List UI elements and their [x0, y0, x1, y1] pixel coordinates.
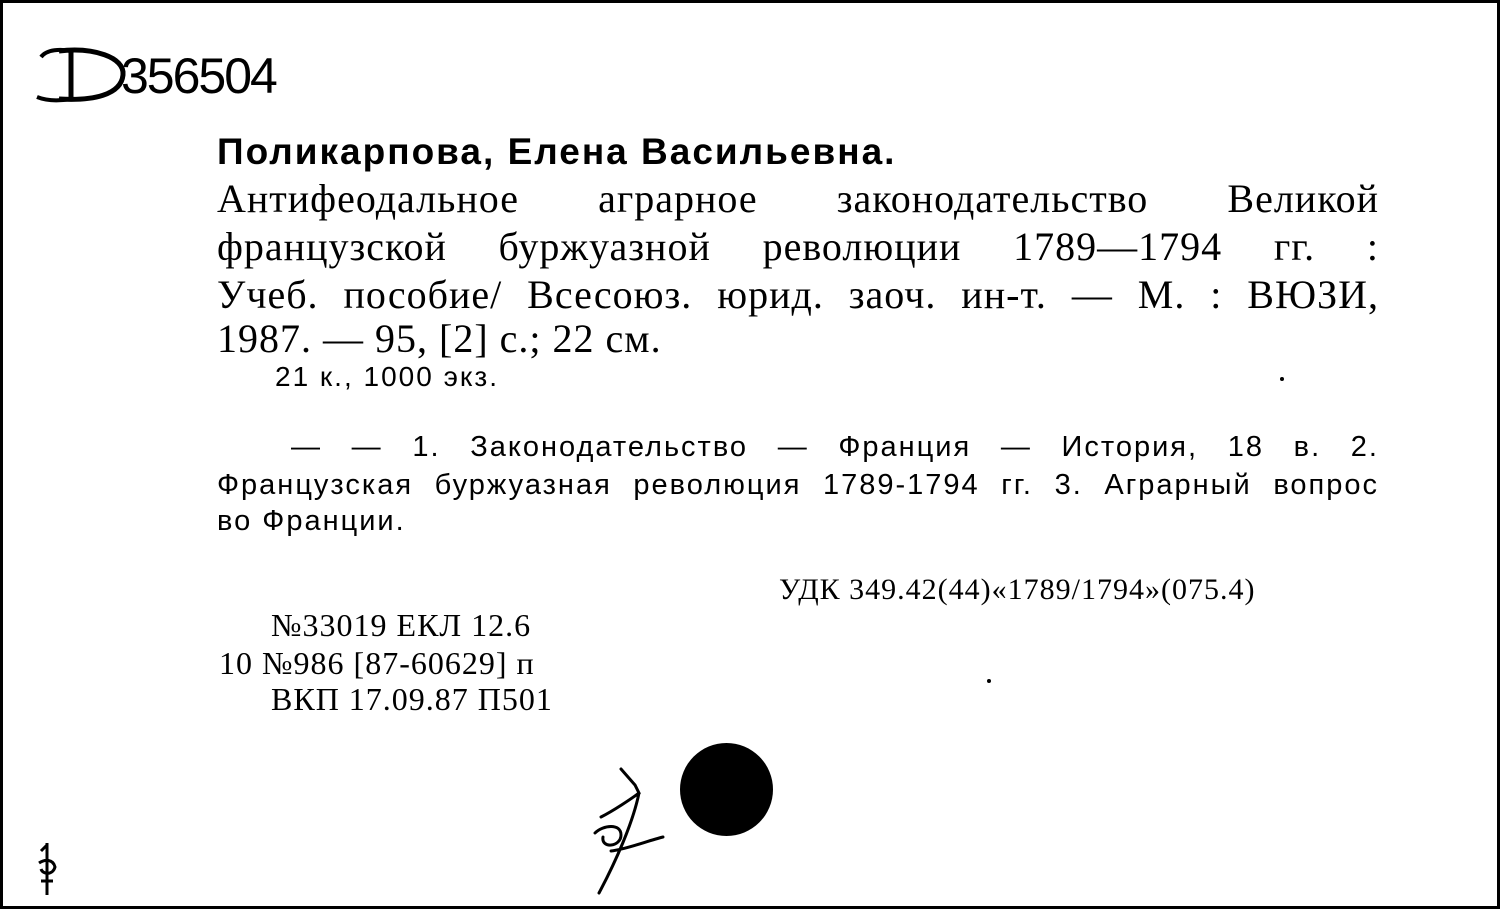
- speck: [1280, 377, 1284, 381]
- title-line: Учеб. пособие/ Всесоюз. юрид. заоч. ин-т. — М. : ВЮЗИ,: [217, 272, 1379, 317]
- letter-d-logo: [33, 43, 128, 105]
- punch-hole-mark: [35, 841, 59, 897]
- author-heading: Поликарпова, Елена Васильевна.: [217, 131, 897, 172]
- price-line: 21 к., 1000 экз.: [275, 361, 500, 392]
- card-number: 356504: [121, 48, 276, 104]
- title-line: 1987. — 95, [2] с.; 22 см.: [217, 316, 662, 361]
- catalog-line: ВКП 17.09.87 П501: [271, 681, 553, 717]
- ink-blot: [680, 743, 773, 836]
- subject-line: Французская буржуазная революция 1789-1794 гг. 3. Аграрный вопрос: [217, 469, 1379, 501]
- title-line: французской буржуазной революции 1789—1794 гг. :: [217, 224, 1379, 269]
- title-line: Антифеодальное аграрное законодательство Великой: [217, 176, 1379, 221]
- handwritten-mark: [591, 763, 671, 898]
- udk-code: УДК 349.42(44)«1789/1794»(075.4): [779, 573, 1256, 606]
- catalog-line: №33019 ЕКЛ 12.6: [271, 607, 532, 643]
- subject-line: — — 1. Законодательство — Франция — История, 18 в. 2.: [291, 431, 1379, 463]
- speck: [987, 679, 991, 683]
- subject-line: во Франции.: [217, 505, 406, 537]
- catalog-line: 10 №986 [87-60629] п: [219, 645, 535, 681]
